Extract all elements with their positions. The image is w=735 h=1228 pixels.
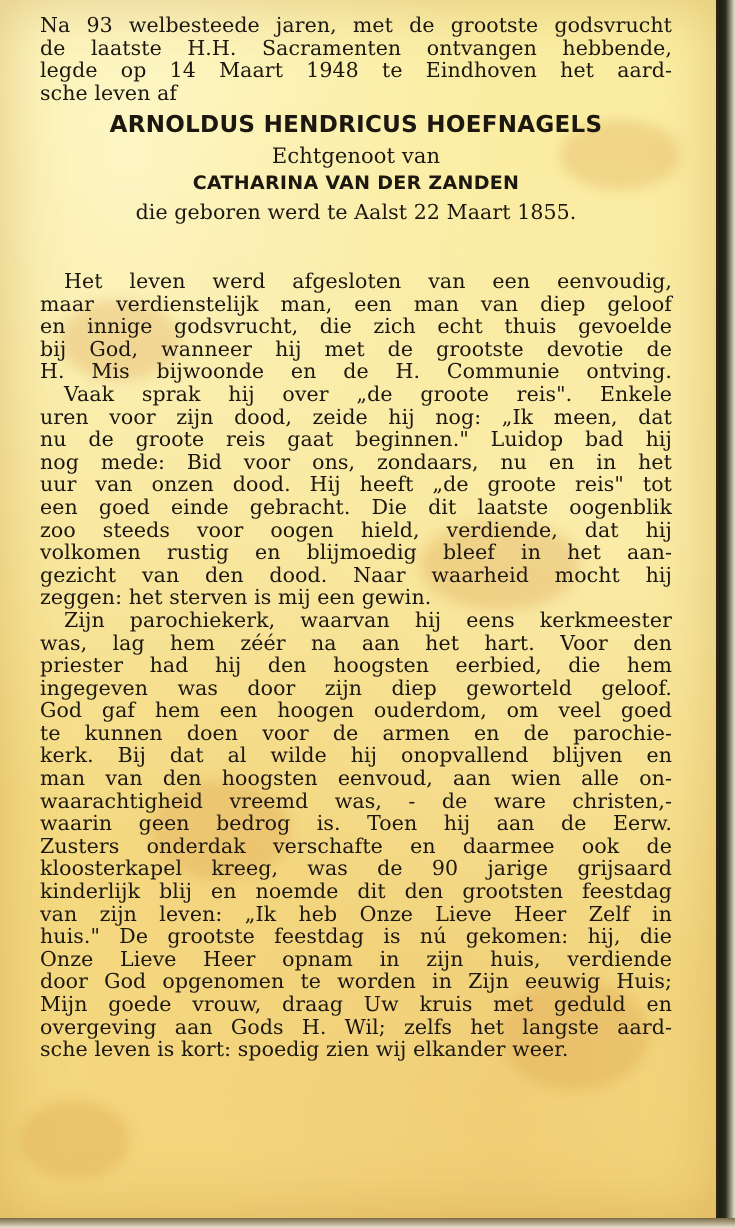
body-line: God gaf hem een hoogen ouderdom, om veel goed — [40, 698, 672, 723]
body-line: sche leven is kort: spoedig zien wij elkander weer. — [40, 1037, 569, 1062]
header-line: legde op 14 Maart 1948 te Eindhoven het aard- — [40, 58, 672, 83]
body-section — [40, 270, 672, 1061]
spouse-label: Echtgenoot van — [271, 144, 441, 169]
body-line: kinderlijk blij en noemde dit den grootsten feestdag — [40, 879, 672, 904]
body-line: door God opgenomen te worden in Zijn eeuwig Huis; — [40, 969, 672, 994]
body-line: Vaak sprak hij over „de groote reis". Enkele — [64, 381, 672, 406]
body-line: en innige godsvrucht, die zich echt thuis gevoelde — [40, 314, 672, 339]
body-line: Onze Lieve Heer opnam in zijn huis, verdiende — [40, 946, 672, 971]
body-line: maar verdienstelijk man, een man van diep geloof — [40, 291, 672, 316]
paper-stain — [20, 1100, 130, 1180]
body-line: H. Mis bijwoonde en de H. Communie ontving. — [40, 359, 672, 384]
body-line: waarachtigheid vreemd was, - de ware christen,- — [40, 788, 672, 813]
header-section — [40, 14, 672, 228]
body-line: een goed einde gebracht. Die dit laatste oogenblik — [40, 494, 672, 519]
deceased-name: ARNOLDUS HENDRICUS HOEFNAGELS — [109, 112, 603, 139]
body-line: huis." De grootste feestdag is nú gekomen: hij, die — [40, 924, 672, 949]
body-line: Het leven werd afgesloten van een eenvoudig, — [64, 269, 672, 293]
body-line: volkomen rustig en blijmoedig bleef in het aan- — [40, 540, 672, 565]
body-line: zeggen: het sterven is mij een gewin. — [40, 585, 432, 610]
body-line: Mijn goede vrouw, draag Uw kruis met geduld en — [40, 992, 672, 1016]
body-line: te kunnen doen voor de armen en de parochie- — [40, 720, 672, 745]
body-line: Zijn parochiekerk, waarvan hij eens kerkmeester — [64, 607, 672, 632]
body-line: kloosterkapel kreeg, was de 90 jarige grijsaard — [40, 856, 672, 881]
body-line: overgeving aan Gods H. Wil; zelfs het langste aard- — [40, 1014, 672, 1039]
header-line: Na 93 welbesteede jaren, met de grootste godsvrucht — [40, 13, 672, 37]
body-line: kerk. Bij dat al wilde hij onopvallend blijven en — [40, 743, 672, 768]
body-line: gezicht van den dood. Naar waarheid mocht hij — [40, 562, 672, 587]
birth-line: die geboren werd te Aalst 22 Maart 1855. — [135, 200, 577, 225]
body-line: nog mede: Bid voor ons, zondaars, nu en in het — [40, 449, 672, 474]
header-line: de laatste H.H. Sacramenten ontvangen hebbende, — [40, 35, 672, 60]
body-line: waarin geen bedrog is. Toen hij aan de Eerw. — [40, 811, 672, 836]
body-line: van zijn leven: „Ik heb Onze Lieve Heer Zelf in — [40, 901, 672, 926]
header-line: sche leven af — [40, 80, 178, 105]
body-line: man van den hoogsten eenvoud, aan wien alle on- — [40, 766, 672, 791]
scan-edge-right — [719, 0, 735, 1228]
scan-edge-bottom — [0, 1218, 735, 1228]
body-line: was, lag hem zéér na aan het hart. Voor den — [40, 630, 672, 655]
body-line: uren voor zijn dood, zeide hij nog: „Ik meen, dat — [40, 404, 672, 429]
spouse-name: CATHARINA VAN DER ZANDEN — [192, 172, 520, 195]
body-line: zoo steeds voor oogen hield, verdiende, dat hij — [40, 517, 672, 542]
body-line: Zusters onderdak verschafte en daarmee ook de — [40, 833, 672, 858]
body-line: bij God, wanneer hij met de grootste devotie de — [40, 336, 672, 361]
body-line: uur van onzen dood. Hij heeft „de groote reis" tot — [40, 472, 672, 497]
body-line: priester had hij den hoogsten eerbied, die hem — [40, 653, 672, 678]
body-line: nu de groote reis gaat beginnen." Luidop bad hij — [40, 427, 672, 452]
body-line: ingegeven was door zijn diep geworteld geloof. — [40, 675, 672, 700]
